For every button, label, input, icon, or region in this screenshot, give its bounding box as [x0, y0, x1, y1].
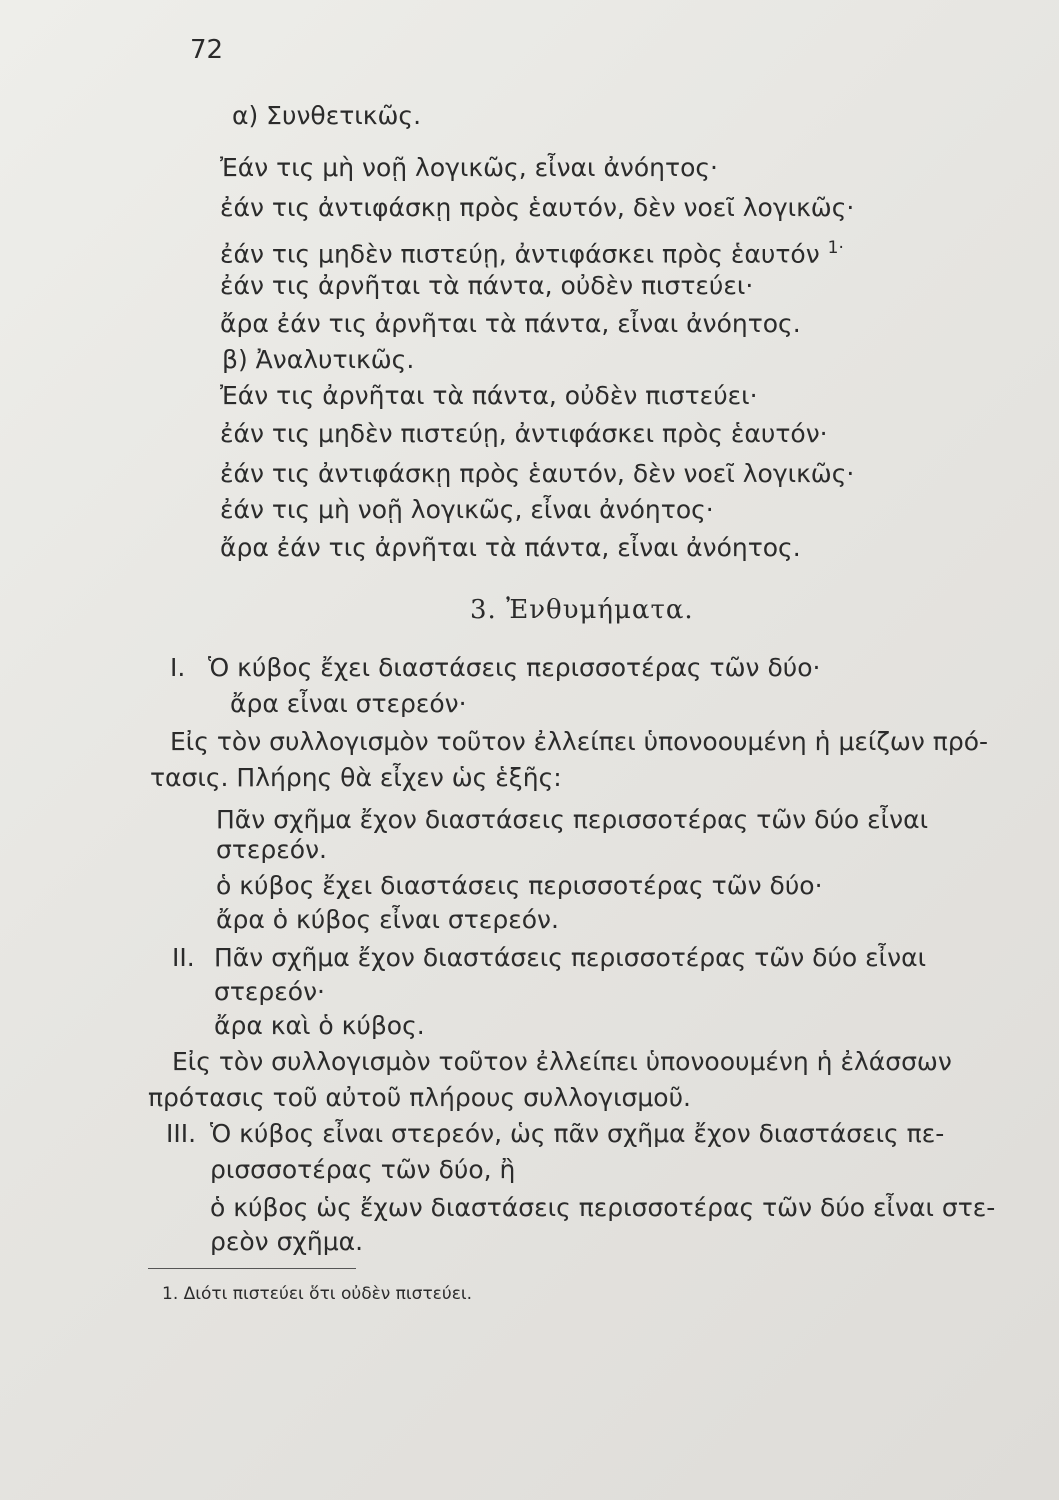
footnote: 1. Διότι πιστεύει ὅτι οὐδὲν πιστεύει.	[162, 1284, 473, 1304]
section-a-line: ἄρα ἐάν τις ἀρνῆται τὰ πάντα, εἶναι ἀνόητος.	[220, 309, 801, 338]
syllogism-line: ὁ κύβος ἔχει διαστάσεις περισσοτέρας τῶν δύο·	[216, 871, 823, 900]
paragraph-line: Εἰς τὸν συλλογισμὸν τοῦτον ἐλλείπει ὑπονοουμένη ἡ ἐλάσσων	[172, 1047, 952, 1076]
item1-line: ἄρα εἶναι στερεόν·	[230, 689, 467, 718]
item3-line: ὁ κύβος ὡς ἔχων διαστάσεις περισσοτέρας τῶν δύο εἶναι στε-	[210, 1193, 996, 1222]
syllogism-line: Πᾶν σχῆμα ἔχον διαστάσεις περισσοτέρας τῶν δύο εἶναι	[216, 805, 929, 834]
item3-line: ρισσσοτέρας τῶν δύο, ἢ	[210, 1155, 516, 1184]
footnote-divider	[148, 1268, 356, 1269]
item3-line: ρεὸν σχῆμα.	[210, 1227, 364, 1256]
paragraph-line: Εἰς τὸν συλλογισμὸν τοῦτον ἐλλείπει ὑπονοουμένη ἡ μείζων πρό-	[170, 727, 989, 756]
syllogism-line: στερεόν.	[216, 835, 327, 864]
section-a-line: ἐάν τις ἀρνῆται τὰ πάντα, οὐδὲν πιστεύει·	[220, 271, 754, 300]
section-heading: 3. Ἐνθυμήματα.	[470, 595, 694, 625]
item-numeral: III.	[166, 1119, 197, 1148]
section-b-label: β) Ἀναλυτικῶς.	[222, 345, 415, 374]
paragraph-line: τασις. Πλήρης θὰ εἶχεν ὡς ἑξῆς:	[150, 763, 562, 792]
item1-line: Ὁ κύβος ἔχει διαστάσεις περισσοτέρας τῶν δύο·	[208, 653, 821, 682]
item3-line: Ὁ κύβος εἶναι στερεόν, ὡς πᾶν σχῆμα ἔχον διαστάσεις πε-	[210, 1119, 945, 1148]
item2-line: Πᾶν σχῆμα ἔχον διαστάσεις περισσοτέρας τῶν δύο εἶναι	[214, 943, 927, 972]
paragraph-line: πρότασις τοῦ αὐτοῦ πλήρους συλλογισμοῦ.	[148, 1083, 691, 1112]
page-number: 72	[190, 35, 224, 65]
section-a-line: ἐάν τις ἀντιφάσκῃ πρὸς ἑαυτόν, δὲν νοεῖ λογικῶς·	[220, 193, 855, 222]
section-a-line: Ἐάν τις μὴ νοῇ λογικῶς, εἶναι ἀνόητος·	[220, 153, 718, 182]
section-a-line: ἐάν τις μηδὲν πιστεύῃ, ἀντιφάσκει πρὸς ἑαυτόν $^{1\cdot}$	[220, 238, 844, 269]
section-b-line: Ἐάν τις ἀρνῆται τὰ πάντα, οὐδὲν πιστεύει·	[220, 381, 758, 410]
item-numeral: I.	[170, 653, 186, 682]
item2-line: στερεόν·	[214, 977, 325, 1006]
footnote-ref: 1·	[827, 238, 844, 258]
section-b-line: ἐάν τις μὴ νοῇ λογικῶς, εἶναι ἀνόητος·	[220, 495, 714, 524]
section-a-label: α) Συνθετικῶς.	[232, 101, 422, 130]
section-b-line: ἐάν τις ἀντιφάσκῃ πρὸς ἑαυτόν, δὲν νοεῖ λογικῶς·	[220, 459, 855, 488]
syllogism-line: ἄρα ὁ κύβος εἶναι στερεόν.	[216, 905, 559, 934]
section-b-line: ἐάν τις μηδὲν πιστεύῃ, ἀντιφάσκει πρὸς ἑαυτόν·	[220, 419, 828, 448]
section-b-line: ἄρα ἐάν τις ἀρνῆται τὰ πάντα, εἶναι ἀνόητος.	[220, 533, 801, 562]
item-numeral: II.	[172, 943, 195, 972]
item2-line: ἄρα καὶ ὁ κύβος.	[214, 1011, 425, 1040]
